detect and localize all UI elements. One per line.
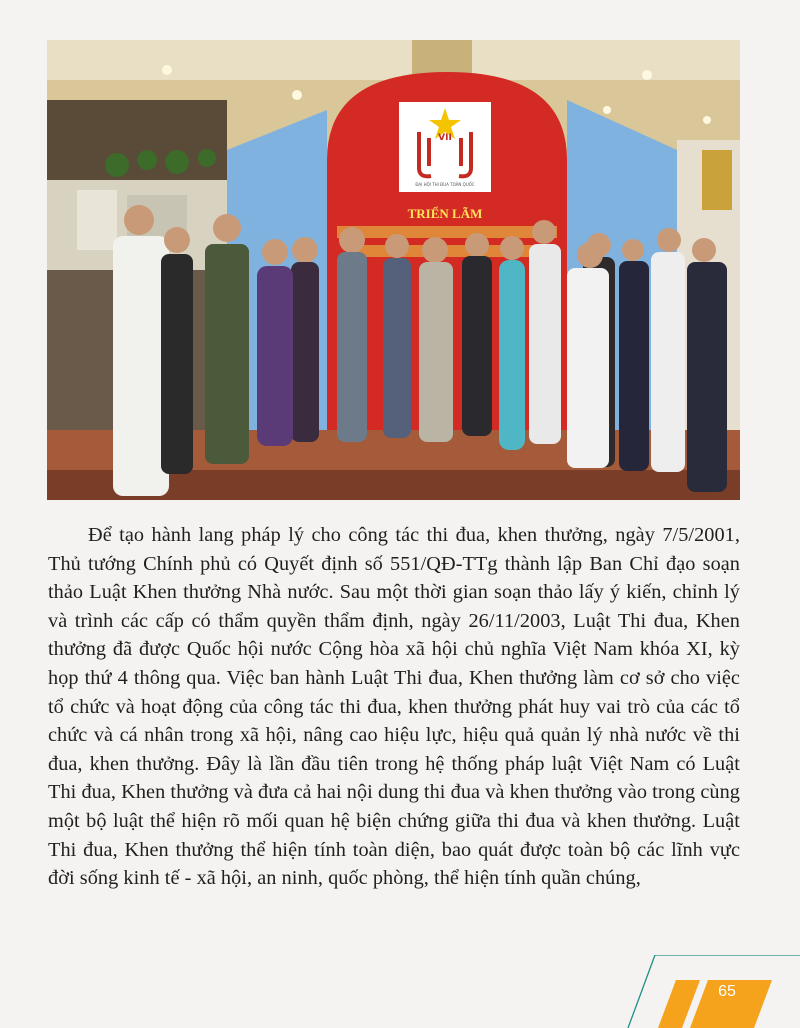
body-paragraph: Để tạo hành lang pháp lý cho công tác thi đua, khen thưởng, ngày 7/5/2001, Thủ tướng Chính phủ có Quyết định số 551/QĐ-TTg thành lập Ban Chỉ đạo soạn thảo Luật Khen thưởng Nhà nước. Sau một thời gian soạn thảo lấy ý kiến, chỉnh lý và trình các cấp có thẩm quyền thẩm định, ngày 26/11/2003, Luật Thi đua, Khen thưởng đã được Quốc hội nước Cộng hòa xã hội chủ nghĩa Việt Nam khóa XI, kỳ họp thứ 4 thông qua. Việc ban hành Luật Thi đua, Khen thưởng làm cơ sở cho việc tổ chức và hoạt động của công tác thi đua, khen thưởng phát huy vai trò của các tổ chức và cá nhân trong xã hội, nâng cao hiệu lực, hiệu quả quản lý nhà nước về thi đua, khen thưởng. Đây là lần đầu tiên trong hệ thống pháp luật Việt Nam có Luật Thi đua, Khen thưởng và đưa cả hai nội dung thi đua và khen thưởng vào trong cùng một bộ luật thể hiện rõ mối quan hệ biện chứng giữa thi đua và khen thưởng. Luật Thi đua, Khen thưởng thể hiện tính toàn diện, bao quát được toàn bộ các lĩnh vực đời sống kinh tế - xã hội, an ninh, quốc phòng, thể hiện tính quần chúng, [48,524,740,890]
photo-illustration [47,40,740,500]
logo-caption: ĐẠI HỘI THI ĐUA TOÀN QUỐC [415,182,475,187]
page-number: 65 [718,983,736,1000]
logo-numeral: VII [438,133,452,143]
page-footer [600,955,800,1028]
footer-decoration [600,955,800,1028]
exhibition-group-photo [47,40,740,500]
banner-title: TRIỂN LÃM [407,206,483,221]
